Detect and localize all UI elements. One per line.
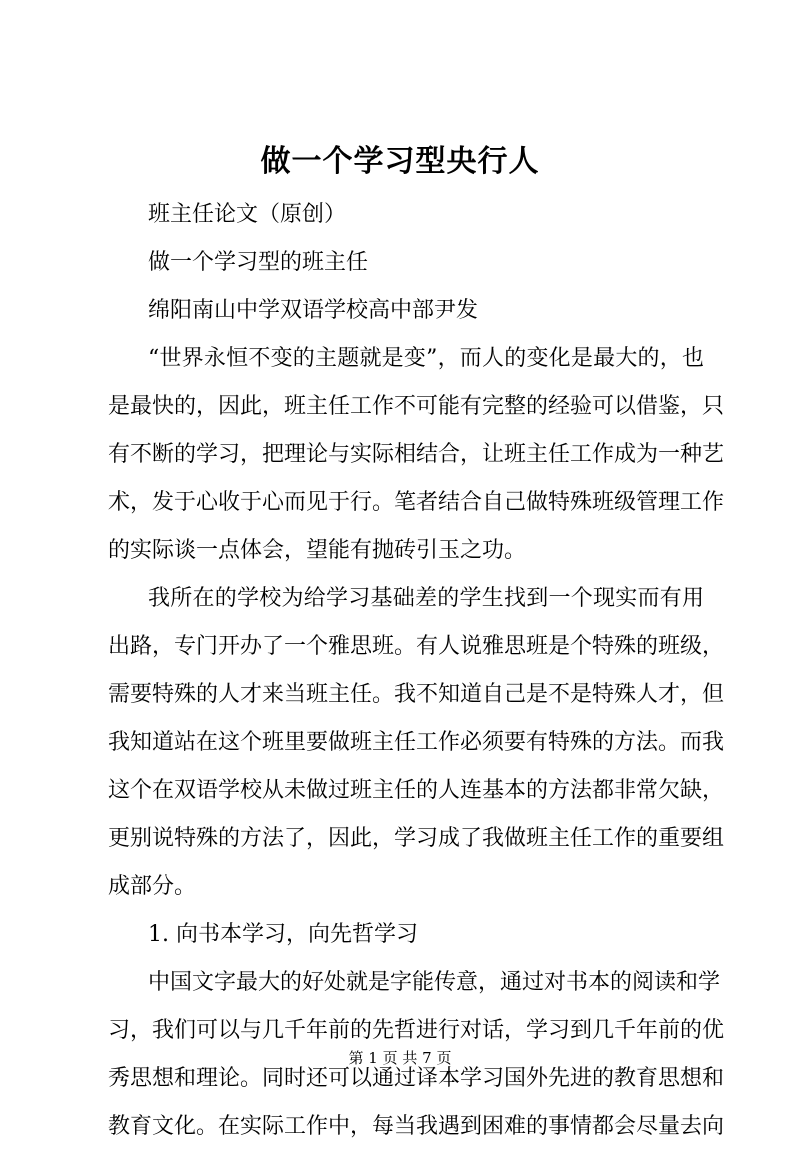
paragraph-line: 中国文字最大的好处就是字能传意，通过对书本的阅读和学 — [148, 970, 721, 995]
paragraph-line: 需要特殊的人才来当班主任。我不知道自己是不是特殊人才，但 — [108, 682, 725, 707]
paragraph-line: 绵阳南山中学双语学校高中部尹发 — [148, 298, 479, 323]
paragraph-line: 成部分。 — [108, 874, 197, 899]
paragraph-line: 出路，专门开办了一个雅思班。有人说雅思班是个特殊的班级， — [108, 634, 725, 659]
paragraph-line: 这个在双语学校从未做过班主任的人连基本的方法都非常欠缺， — [108, 778, 725, 803]
paragraph-line: 做一个学习型的班主任 — [148, 250, 369, 275]
document-body — [108, 191, 725, 1151]
section-heading: 1. 向书本学习，向先哲学习 — [148, 922, 418, 947]
paragraph-line: 的实际谈一点体会，望能有抛砖引玉之功。 — [108, 538, 527, 563]
document-title: 做一个学习型央行人 — [260, 144, 540, 179]
paragraph-line: “世界永恒不变的主题就是变”，而人的变化是最大的，也 — [148, 346, 704, 371]
paragraph-line: 术，发于心收于心而见于行。笔者结合自己做特殊班级管理工作 — [108, 490, 725, 515]
paragraph-line: 我所在的学校为给学习基础差的学生找到一个现实而有用 — [148, 586, 704, 611]
paragraph-line: 班主任论文（原创） — [148, 202, 347, 227]
paragraph-line: 教育文化。在实际工作中，每当我遇到困难的事情都会尽量去向 — [108, 1114, 725, 1139]
paragraph-line: 秀思想和理论。同时还可以通过译本学习国外先进的教育思想和 — [108, 1066, 725, 1091]
paragraph-line: 我知道站在这个班里要做班主任工作必须要有特殊的方法。而我 — [108, 730, 725, 755]
paragraph-line: 更别说特殊的方法了，因此，学习成了我做班主任工作的重要组 — [108, 826, 725, 851]
paragraph-line: 是最快的，因此，班主任工作不可能有完整的经验可以借鉴，只 — [108, 394, 725, 419]
page-footer: 第 1 页 共 7 页 — [348, 1049, 452, 1067]
paragraph-line: 有不断的学习，把理论与实际相结合，让班主任工作成为一种艺 — [108, 442, 725, 467]
paragraph-line: 习，我们可以与几千年前的先哲进行对话，学习到几千年前的优 — [108, 1018, 725, 1043]
